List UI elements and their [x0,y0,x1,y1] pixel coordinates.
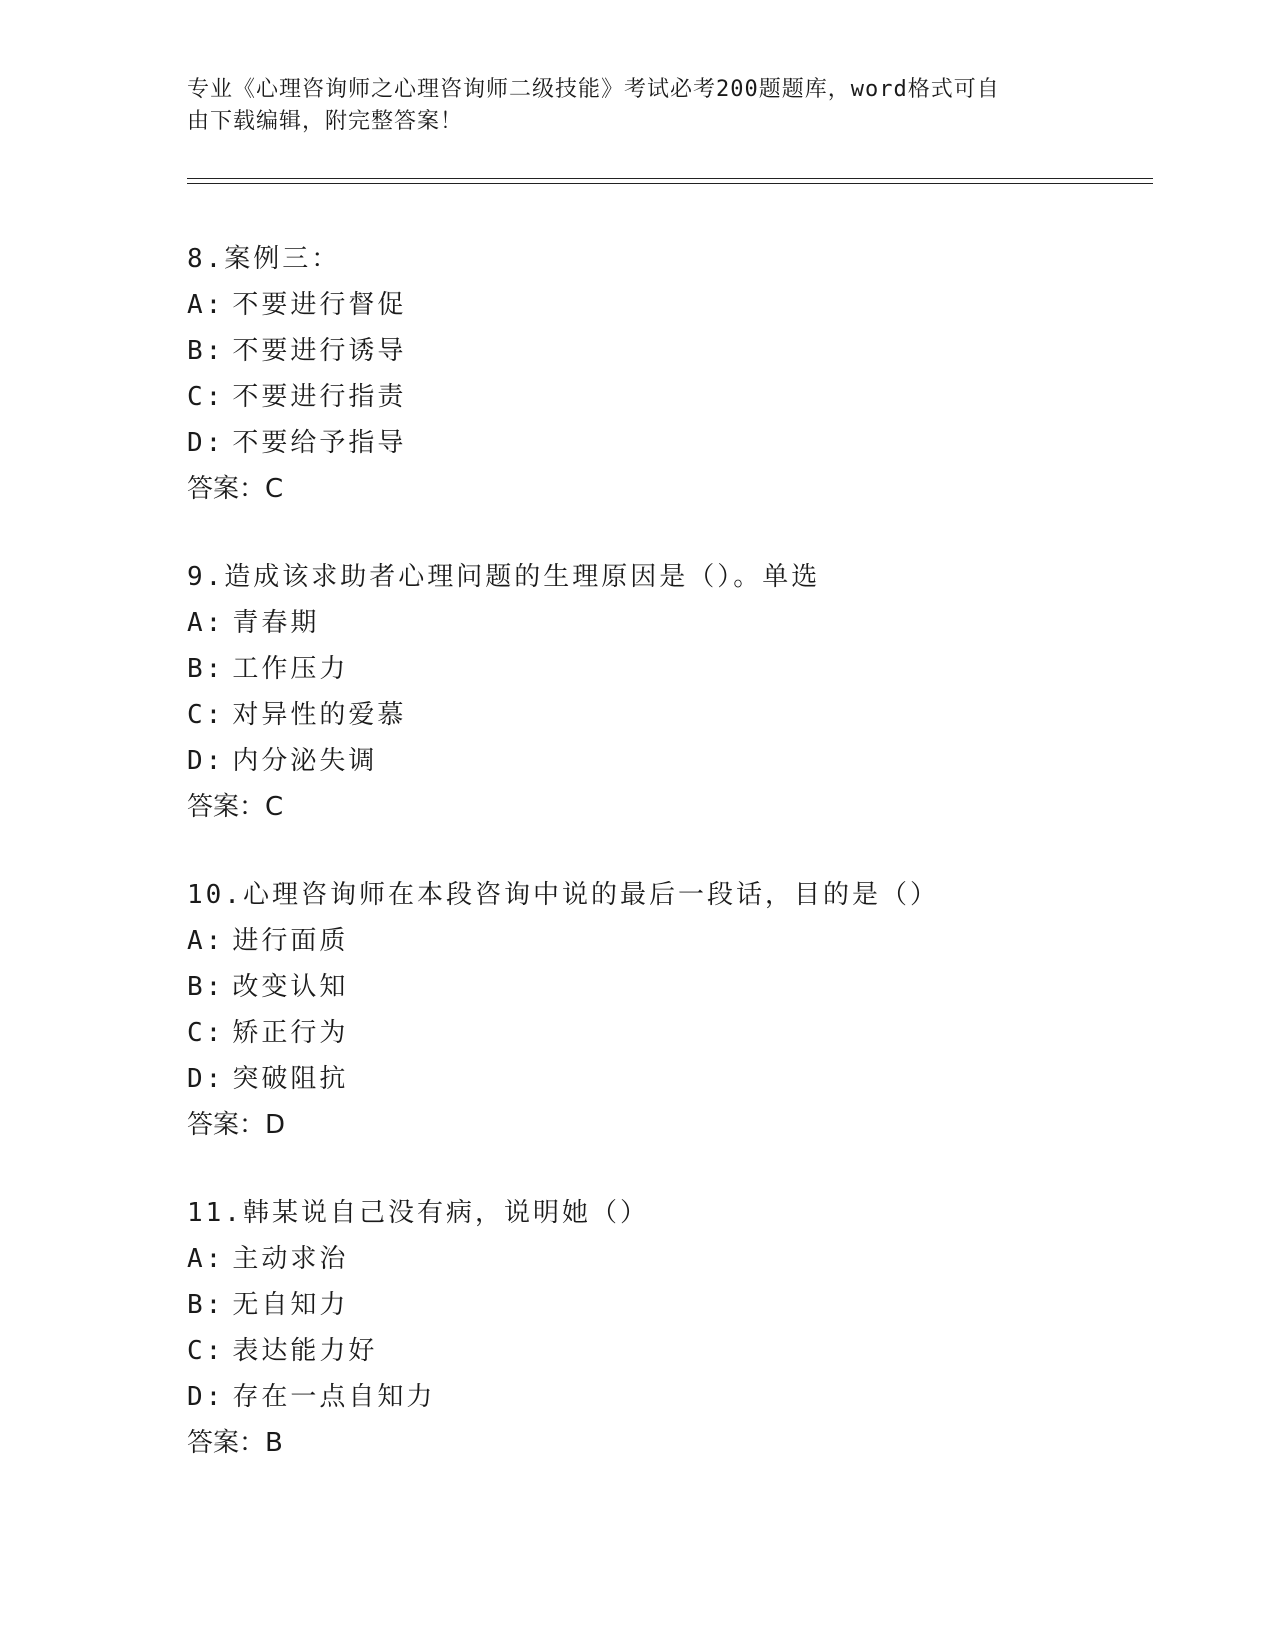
option-text: 改变认知 [232,972,349,1002]
option-a [187,1236,1147,1282]
option-text: 对异性的爱慕 [232,700,407,730]
option-c [187,1010,1147,1056]
option-letter: C: [187,1018,225,1048]
header-line-2: 由下载编辑，附完整答案！ [187,109,464,134]
option-text: 青春期 [232,608,320,638]
answer-line: 答案：B [187,1428,283,1458]
option-letter: C: [187,700,225,730]
option-b [187,646,1147,692]
option-b [187,1282,1147,1328]
option-text: 内分泌失调 [232,746,378,776]
option-letter: D: [187,1382,225,1412]
option-text: 主动求治 [232,1244,349,1274]
document-header [187,74,1067,138]
option-letter: C: [187,1336,225,1366]
option-text: 表达能力好 [232,1336,378,1366]
question-block [187,236,1147,512]
option-letter: D: [187,428,225,458]
option-text: 不要给予指导 [232,428,407,458]
option-c [187,374,1147,420]
option-text: 存在一点自知力 [232,1382,436,1412]
option-d [187,420,1147,466]
question-block [187,872,1147,1148]
option-letter: A: [187,608,225,638]
option-letter: B: [187,1290,225,1320]
option-text: 不要进行指责 [232,382,407,412]
header-line-1: 专业《心理咨询师之心理咨询师二级技能》考试必考200题题库，word格式可自 [187,77,1000,102]
answer-line: 答案：D [187,1110,286,1140]
option-c [187,1328,1147,1374]
option-text: 突破阻抗 [232,1064,349,1094]
answer-line: 答案：C [187,792,284,822]
option-letter: A: [187,926,225,956]
option-d [187,1374,1147,1420]
option-text: 不要进行诱导 [232,336,407,366]
question-title: 11.韩某说自己没有病，说明她（） [187,1198,649,1228]
option-letter: B: [187,654,225,684]
option-c [187,692,1147,738]
option-d [187,738,1147,784]
option-text: 不要进行督促 [232,290,407,320]
question-title: 10.心理咨询师在本段咨询中说的最后一段话，目的是（） [187,880,939,910]
option-text: 进行面质 [232,926,349,956]
question-title: 8.案例三： [187,244,341,274]
option-letter: A: [187,1244,225,1274]
option-a [187,918,1147,964]
option-letter: D: [187,1064,225,1094]
option-letter: B: [187,972,225,1002]
option-letter: D: [187,746,225,776]
option-text: 矫正行为 [232,1018,349,1048]
option-text: 无自知力 [232,1290,349,1320]
question-block [187,1190,1147,1466]
option-b [187,964,1147,1010]
question-title: 9.造成该求助者心理问题的生理原因是（）。单选 [187,562,821,592]
option-letter: C: [187,382,225,412]
header-divider-bottom [187,183,1153,184]
question-block [187,554,1147,830]
option-letter: B: [187,336,225,366]
option-a [187,282,1147,328]
option-a [187,600,1147,646]
option-text: 工作压力 [232,654,349,684]
option-letter: A: [187,290,225,320]
option-d [187,1056,1147,1102]
answer-line: 答案：C [187,474,284,504]
header-divider-top [187,178,1153,179]
option-b [187,328,1147,374]
